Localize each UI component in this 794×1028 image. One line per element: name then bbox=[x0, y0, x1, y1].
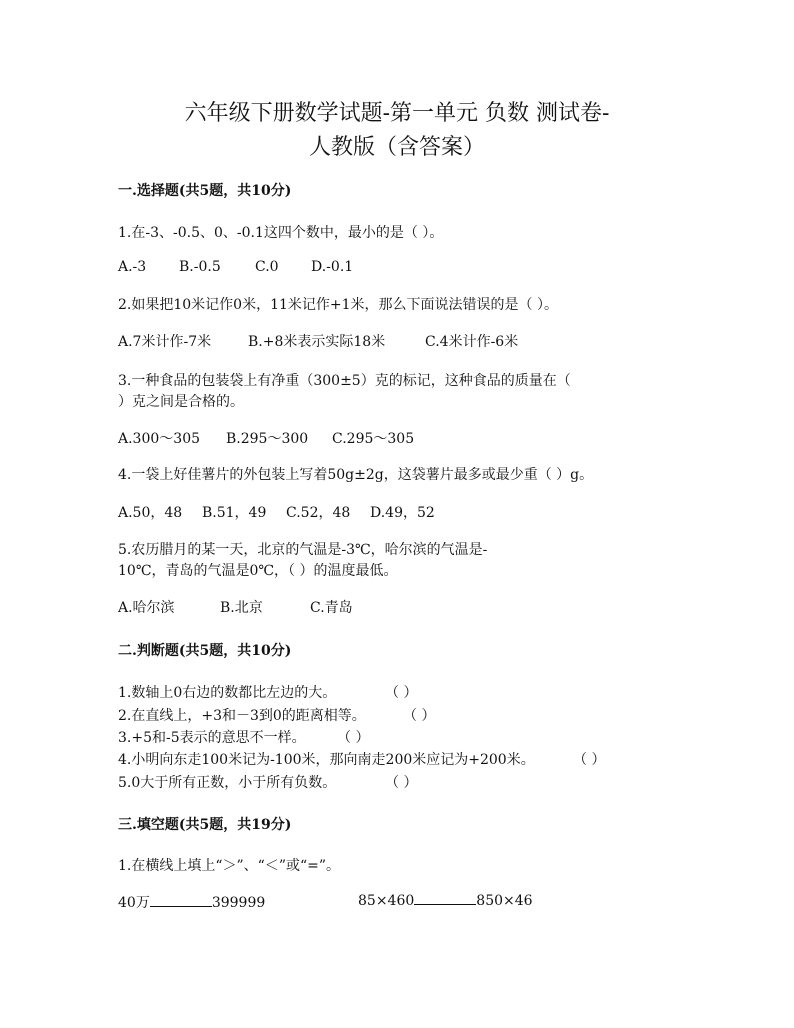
question-1-text: 1.在-3、-0.5、0、-0.1这四个数中，最小的是（ ）。 bbox=[118, 225, 444, 241]
question-1-option-b: B.-0.5 bbox=[179, 259, 221, 275]
question-1-option-a: A.-3 bbox=[118, 259, 147, 275]
question-1-option-d: D.-0.1 bbox=[311, 259, 354, 275]
fill-1-text: 1.在横线上填上“＞”、“＜”或“=”。 bbox=[118, 858, 341, 874]
question-2-text: 2.如果把10米记作0米，11米记作+1米，那么下面说法错误的是（ ）。 bbox=[118, 297, 558, 313]
question-4-text: 4.一袋上好佳薯片的外包装上写着50g±2g，这袋薯片最多或最少重（ ）g。 bbox=[118, 467, 594, 483]
question-2-option-b: B.+8米表示实际18米 bbox=[248, 334, 386, 350]
judgement-2-paren: （ ） bbox=[403, 708, 436, 724]
fill-1-left-blank[interactable] bbox=[150, 894, 212, 907]
question-5-text-line1: 5.农历腊月的某一天，北京的气温是-3℃，哈尔滨的气温是- bbox=[118, 542, 488, 558]
fill-1-right-b: 850×46 bbox=[476, 893, 533, 909]
fill-1-right-comparison bbox=[358, 892, 533, 909]
question-4-option-d: D.49，52 bbox=[370, 505, 435, 521]
question-3-option-c: C.295～305 bbox=[332, 431, 415, 447]
fill-1-right-a: 85×460 bbox=[358, 893, 415, 909]
question-3-option-b: B.295～300 bbox=[226, 431, 309, 447]
question-2-option-c: C.4米计作-6米 bbox=[425, 334, 519, 350]
judgement-4-text: 4.小明向东走100米记为-100米，那向南走200米应记为+200米。 bbox=[118, 752, 535, 768]
question-2-option-a: A.7米计作-7米 bbox=[118, 334, 212, 350]
fill-1-left-b: 399999 bbox=[211, 895, 266, 911]
question-4-option-b: B.51，49 bbox=[202, 505, 267, 521]
judgement-1-text: 1.数轴上0右边的数都比左边的大。 bbox=[118, 685, 337, 701]
question-3-text-line2: ）克之间是合格的。 bbox=[118, 394, 244, 410]
question-5-option-a: A.哈尔滨 bbox=[118, 600, 175, 616]
question-5-text-line2: 10℃，青岛的气温是0℃，（ ）的温度最低。 bbox=[118, 563, 398, 579]
judgement-3-text: 3.+5和-5表示的意思不一样。 bbox=[118, 730, 306, 746]
judgement-5-paren: （ ） bbox=[385, 775, 418, 791]
document-title-line2: 人教版（含答案） bbox=[308, 135, 485, 160]
section-heading-choice: 一.选择题(共5题，共10分) bbox=[118, 183, 292, 199]
question-4-option-c: C.52，48 bbox=[286, 505, 351, 521]
question-5-option-b: B.北京 bbox=[220, 600, 263, 616]
section-heading-judgement: 二.判断题(共5题，共10分) bbox=[118, 643, 292, 659]
document-title-line1: 六年级下册数学试题-第一单元 负数 测试卷- bbox=[184, 101, 610, 126]
judgement-4-paren: （ ） bbox=[573, 752, 606, 768]
fill-1-left-a: 40万 bbox=[118, 895, 150, 911]
question-5-option-c: C.青岛 bbox=[310, 600, 353, 616]
question-1-option-c: C.0 bbox=[255, 259, 279, 275]
question-3-text-line1: 3.一种食品的包装袋上有净重（300±5）克的标记，这种食品的质量在（ bbox=[118, 373, 571, 389]
fill-1-right-blank[interactable] bbox=[414, 892, 476, 905]
question-4-option-a: A.50，48 bbox=[118, 505, 183, 521]
question-3-option-a: A.300～305 bbox=[118, 431, 201, 447]
judgement-5-text: 5.0大于所有正数，小于所有负数。 bbox=[118, 775, 337, 791]
judgement-2-text: 2.在直线上，+3和－3到0的距离相等。 bbox=[118, 708, 366, 724]
section-heading-fill: 三.填空题(共5题，共19分) bbox=[118, 817, 292, 833]
judgement-3-paren: （ ） bbox=[337, 730, 370, 746]
fill-1-left-comparison bbox=[118, 892, 265, 912]
judgement-1-paren: （ ） bbox=[385, 685, 418, 701]
